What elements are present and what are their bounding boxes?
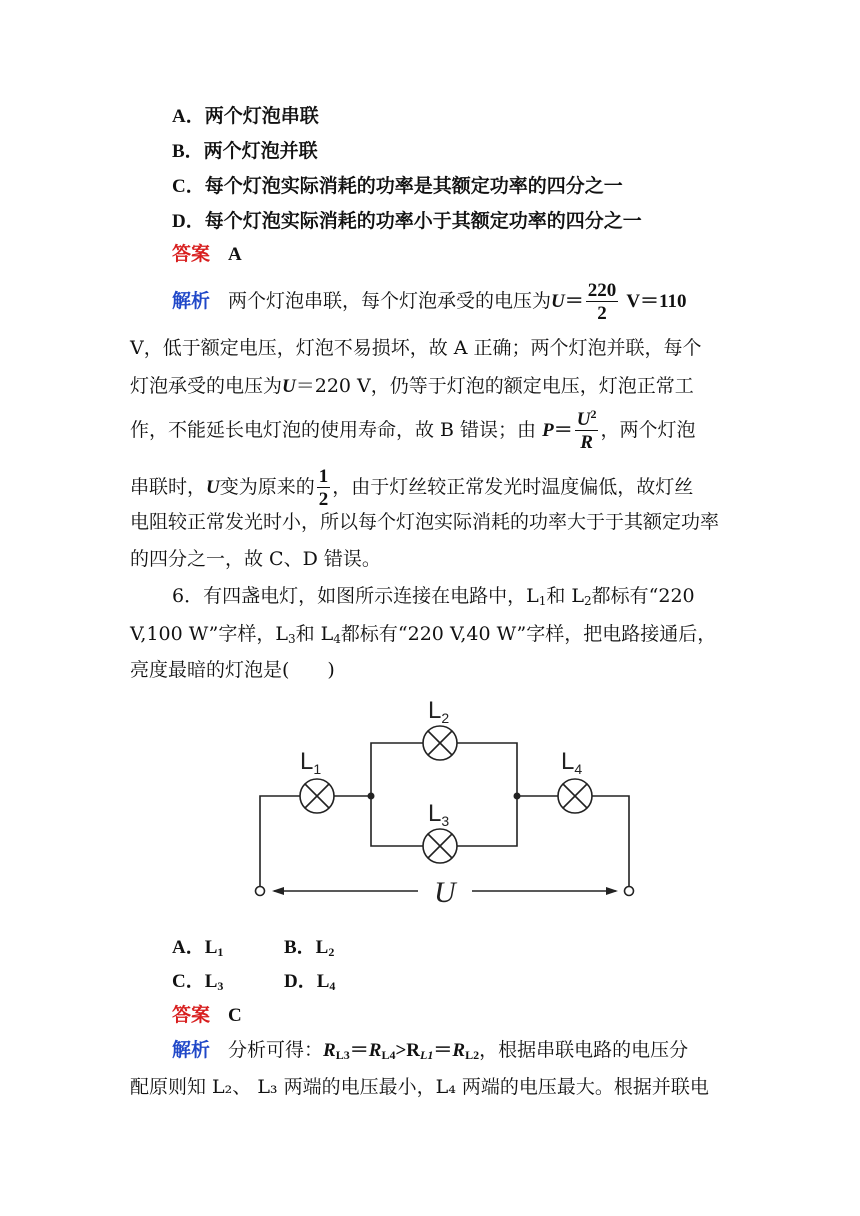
lamp-l1-icon <box>300 779 334 813</box>
lamp-l3-icon <box>423 829 457 863</box>
wire-right <box>592 796 629 886</box>
option-6-c: C．$L_3$ <box>172 971 224 993</box>
junction-right <box>514 793 521 800</box>
label-l2: $L_2$ <box>428 697 450 726</box>
answer-value: A <box>228 244 242 265</box>
analysis-prev-line-1 <box>172 281 687 323</box>
question-6-line-3: 亮度最暗的灯泡是( ) <box>130 659 335 681</box>
analysis-prev-line-4: 作，不能延长电灯泡的使用寿命，故 B 错误；由 P＝ $\frac{U^2}{R}$ ，两个灯泡 <box>130 407 696 453</box>
label-l3: $L_3$ <box>428 800 450 829</box>
label-voltage: U <box>434 876 456 909</box>
answer-label: 答案 <box>172 1004 211 1026</box>
answer-value: C <box>228 1005 242 1026</box>
arrowhead-right <box>606 887 618 895</box>
answer-prev <box>172 240 242 269</box>
analysis-prev-line-3: 灯泡承受的电压为U＝220 V，仍等于灯泡的额定电压，灯泡正常工 <box>130 375 694 397</box>
analysis-prev-line-2: V，低于额定电压，灯泡不易损坏，故 A 正确；两个灯泡并联，每个 <box>130 337 702 359</box>
question-6-line-2: V,100 W”字样，$L_3$和 $L_4$都标有“220 V,40 W”字样，把电路接通后， <box>130 623 717 646</box>
analysis-prev-line-7: 的四分之一，故 C、D 错误。 <box>130 548 381 570</box>
option-6-a: A．$L_1$ <box>172 937 224 959</box>
var-u: U <box>551 291 565 312</box>
wire-branch-top-left <box>371 743 423 796</box>
fraction-1-2: $\frac{1}{2}$ <box>318 466 329 510</box>
fraction-u2-r: $\frac{U^2}{R}$ <box>576 407 597 453</box>
analysis-6-line-2: 配原则知 L₂、 L₃ 两端的电压最小，L₄ 两端的电压最大。根据并联电 <box>130 1076 709 1098</box>
analysis-text: V＝110 <box>626 291 687 312</box>
option-b: B．两个灯泡并联 <box>172 141 318 162</box>
terminal-left <box>256 887 265 896</box>
wire-branch-top-right <box>457 743 517 796</box>
label-l4: $L_4$ <box>561 748 583 777</box>
label-l1: $L_1$ <box>300 748 322 777</box>
analysis-prev-line-6: 电阻较正常发光时小，所以每个灯泡实际消耗的功率大于于其额定功率 <box>130 511 720 533</box>
analysis-prev-line-5: 串联时，U变为原来的 $\frac{1}{2}$ ，由于灯丝较正常发光时温度偏低，故灯丝 <box>130 466 694 510</box>
answer-6 <box>172 1001 242 1030</box>
var-u: U <box>206 477 220 498</box>
equals: ＝ <box>564 291 584 312</box>
wire-left <box>260 796 300 886</box>
question-6-line-1: 6．有四盏电灯，如图所示连接在电路中，$L_1$和 $L_2$都标有“220 <box>172 585 695 608</box>
analysis-label: 解析 <box>172 1039 211 1061</box>
terminal-right <box>625 887 634 896</box>
junction-left <box>368 793 375 800</box>
answer-label: 答案 <box>172 243 211 265</box>
option-d: D．每个灯泡实际消耗的功率小于其额定功率的四分之一 <box>172 211 642 232</box>
option-6-b: B．$L_2$ <box>284 937 335 959</box>
arrowhead-left <box>272 887 284 895</box>
circuit-diagram <box>240 688 650 918</box>
fraction-220-2: $\frac{220}{2}$ <box>587 280 617 324</box>
analysis-label: 解析 <box>172 290 211 312</box>
option-c: C．每个灯泡实际消耗的功率是其额定功率的四分之一 <box>172 176 623 197</box>
option-a: A．两个灯泡串联 <box>172 106 319 127</box>
wire-branch-bottom-left <box>371 796 423 846</box>
lamp-l2-icon <box>423 726 457 760</box>
var-p: P <box>542 420 554 441</box>
analysis-text: 两个灯泡串联，每个灯泡承受的电压为 <box>228 290 552 312</box>
lamp-l4-icon <box>558 779 592 813</box>
wire-branch-bottom-right <box>457 796 517 846</box>
analysis-6-line-1: 解析 分析可得：$R_{L3}=R_{L4}>R_{L1}=R_{L2}$，根据串联电路的电压分 <box>172 1039 689 1062</box>
var-u: U <box>282 376 296 397</box>
option-6-d: D．$L_4$ <box>284 971 336 993</box>
